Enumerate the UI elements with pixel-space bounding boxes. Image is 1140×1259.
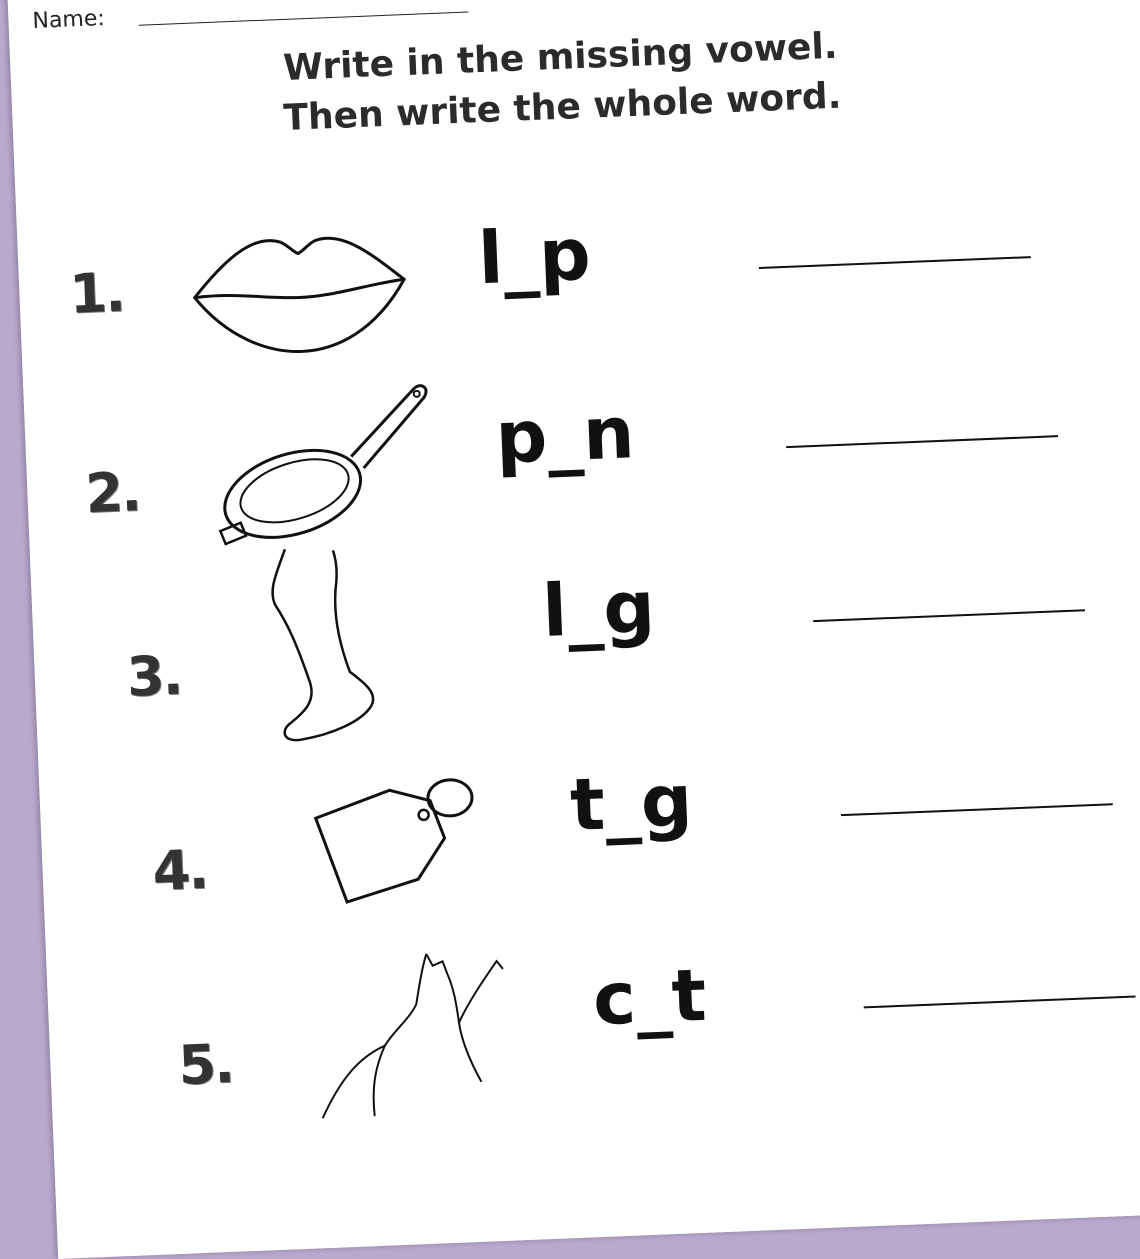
- name-label: Name:: [31, 6, 106, 34]
- instruction-line-2: Then write the whole word.: [282, 75, 843, 139]
- word-blank: l_p: [476, 211, 593, 301]
- item-number: 3.: [125, 643, 183, 709]
- word-blank: p_n: [493, 390, 636, 480]
- item-row-1: [17, 177, 1140, 385]
- item-row-3: [32, 551, 1140, 759]
- answer-line[interactable]: [759, 256, 1031, 269]
- item-number: 1.: [68, 260, 125, 326]
- leg-icon: [265, 540, 403, 755]
- answer-line[interactable]: [864, 996, 1136, 1009]
- item-number: 2.: [84, 460, 141, 526]
- worksheet-page: [6, 0, 1140, 1259]
- instruction-line-1: Write in the missing vowel.: [282, 25, 839, 89]
- item-row-2: [24, 366, 1140, 574]
- item-number: 4.: [151, 837, 209, 903]
- cat-icon: [306, 940, 533, 1139]
- pan-icon: [208, 373, 445, 552]
- item-number: 5.: [177, 1031, 234, 1097]
- tag-icon: [303, 756, 499, 914]
- word-blank: t_g: [568, 758, 694, 847]
- lips-icon: [182, 219, 417, 358]
- answer-line[interactable]: [813, 609, 1085, 622]
- item-row-5: [47, 936, 1140, 1144]
- word-blank: c_t: [591, 952, 708, 1042]
- answer-line[interactable]: [841, 803, 1113, 816]
- word-blank: l_g: [540, 564, 657, 653]
- answer-line[interactable]: [786, 435, 1058, 448]
- name-write-line[interactable]: [139, 11, 469, 25]
- item-row-4: [40, 746, 1140, 954]
- instructions: [240, 20, 883, 146]
